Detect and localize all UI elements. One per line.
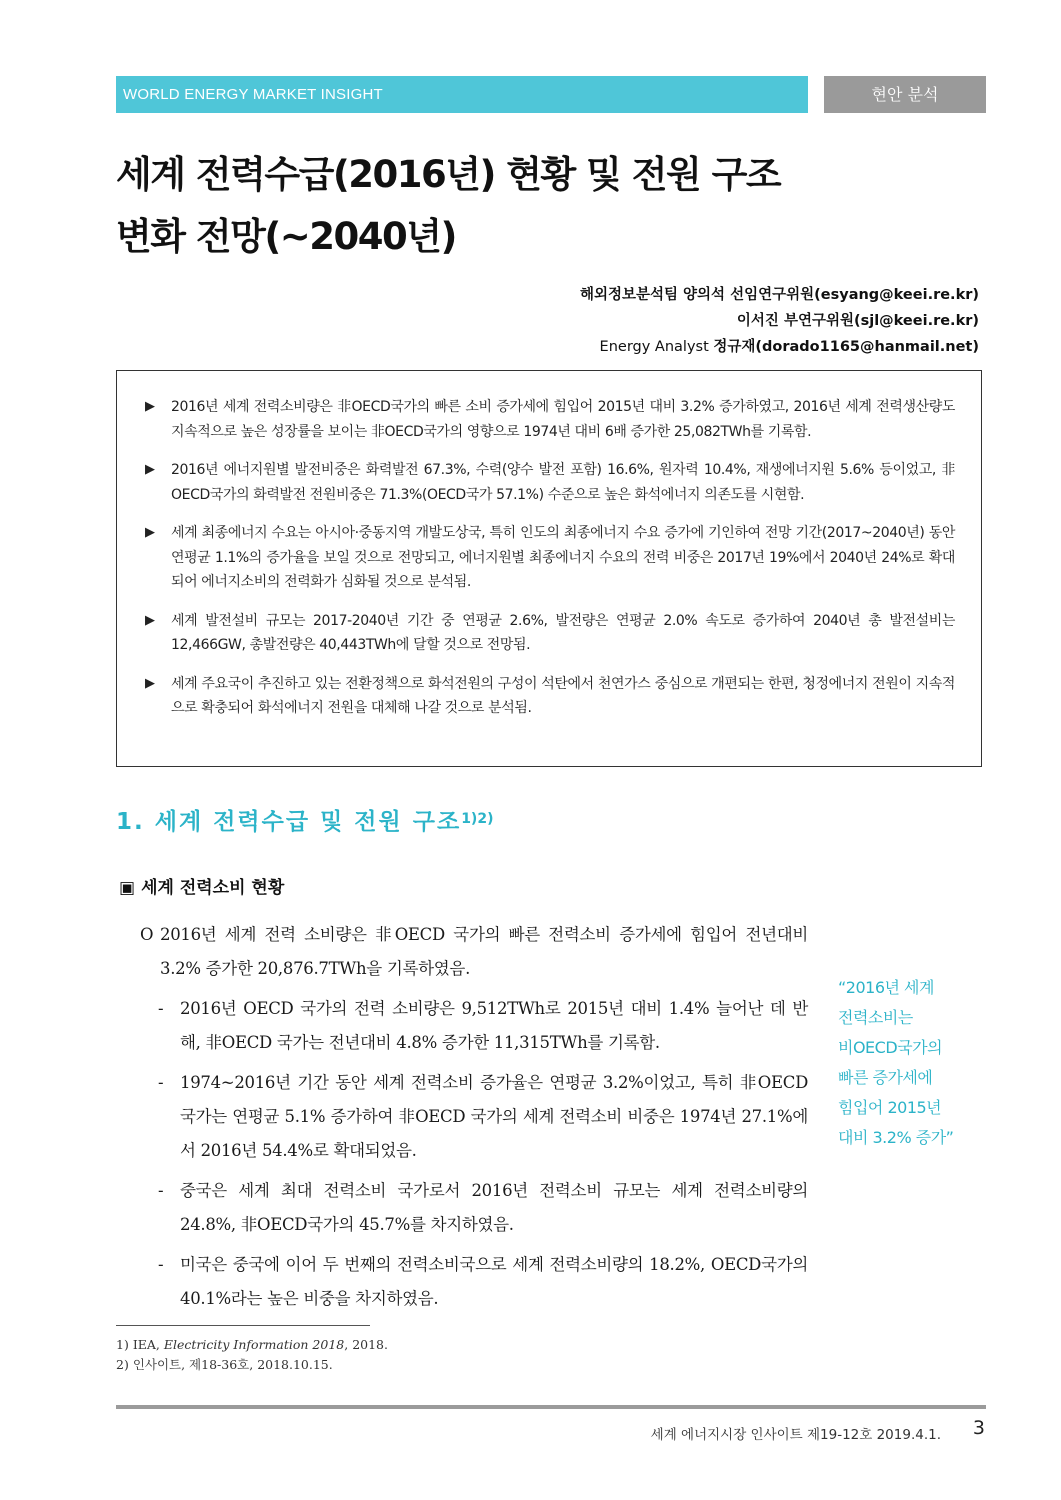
summary-item [145,521,955,595]
summary-item-text: 세계 주요국이 추진하고 있는 전환정책으로 화석전원의 구성이 석탄에서 천연가스 중심으로 개편되는 한편, 청정에너지 전원이 지속적으로 확충되어 화석에너지 전원을 대체해 나갈 것으로 분석됨. [171,675,955,716]
summary-item-text: 2016년 세계 전력소비량은 非OECD국가의 빠른 소비 증가세에 힘입어 2015년 대비 3.2% 증가하였고, 2016년 세계 전력생산량도 지속적으로 높은 성장률을 보이는 非OECD국가의 영향으로 1974년 대비 6배 증가한 25,082TWh를 기록함. [171,399,955,440]
dash-bullet-icon: - [158,999,164,1018]
arrow-right-icon: ▶ [145,399,155,414]
dash-item [140,1066,808,1168]
dash-item [140,1248,808,1316]
footnote-number: 1) [116,1337,133,1352]
section-heading-text: 1. 세계 전력수급 및 전원 구조 [116,809,462,835]
dash-item-text: 중국은 세계 최대 전력소비 국가로서 2016년 전력소비 규모는 세계 전력소비량의 24.8%, 非OECD국가의 45.7%를 차지하였음. [180,1181,808,1234]
pull-quote-line: 빠른 증가세에 [838,1068,933,1087]
summary-item-text: 세계 발전설비 규모는 2017-2040년 기간 중 연평균 2.6%, 발전량은 연평균 2.0% 속도로 증가하여 2040년 총 발전설비는 12,466GW, 총발전량은 40,443TWh에 달할 것으로 전망됨. [171,612,955,653]
pull-quote-line: 비OECD국가의 [838,1038,943,1057]
main-bullet-text: 2016년 세계 전력 소비량은 非OECD 국가의 빠른 전력소비 증가세에 힘입어 전년대비 3.2% 증가한 20,876.7TWh을 기록하였음. [160,925,808,978]
footnote-divider [116,1325,370,1326]
author-1: 해외정보분석팀 양의석 선임연구위원(esyang@keei.re.kr) [579,287,979,303]
summary-item [145,609,955,658]
arrow-right-icon: ▶ [145,525,155,540]
dash-bullet-icon: - [158,1255,164,1274]
footnote-number: 2) [116,1357,133,1372]
footer-divider [116,1405,986,1409]
page-number: 3 [972,1417,985,1439]
main-bullet [140,918,808,986]
pull-quote [838,973,978,1153]
circle-bullet-icon: O [140,925,154,944]
author-3-prefix: Energy Analyst [599,339,714,355]
pull-quote-line: 힘입어 2015년 [838,1098,942,1117]
dash-bullet-icon: - [158,1073,164,1092]
footnote-text: IEA, [132,1337,164,1352]
arrow-right-icon: ▶ [145,675,155,691]
dash-item [140,992,808,1060]
summary-box [116,370,982,767]
summary-item-text: 2016년 에너지원별 발전비중은 화력발전 67.3%, 수력(양수 발전 포함) 16.6%, 원자력 10.4%, 재생에너지원 5.6% 등이었고, 非OECD국가의 화력발전 전원비중은 71.3%(OECD국가 57.1%) 수준으로 높은 화석에너지 의존도를 시현함. [171,462,955,503]
author-3-name: 정규재(dorado1165@hanmail.net) [713,339,979,355]
title-line-2: 변화 전망(~2040년) [116,215,456,258]
dash-item-text: 미국은 중국에 이어 두 번째의 전력소비국으로 세계 전력소비량의 18.2%, OECD국가의 40.1%라는 높은 비중을 차지하였음. [180,1255,808,1308]
dash-item-text: 2016년 OECD 국가의 전력 소비량은 9,512TWh로 2015년 대비 1.4% 늘어난 데 반해, 非OECD 국가는 전년대비 4.8% 증가한 11,315TWh를 기록함. [180,999,808,1052]
summary-item [145,672,955,721]
square-bullet-icon: ▣ [119,878,136,898]
summary-item-text: 세계 최종에너지 수요는 아시아·중동지역 개발도상국, 특히 인도의 최종에너지 수요 증가에 기인하여 전망 기간(2017~2040년) 동안 연평균 1.1%의 증가율을 보일 것으로 전망되고, 에너지원별 최종에너지 수요의 전력 비중은 2017년 19%에서 2040년 24%로 확대되어 에너지소비의 전력화가 심화될 것으로 분석됨. [171,525,955,590]
header-series: WORLD ENERGY MARKET INSIGHT [123,86,383,103]
subsection-heading [119,873,284,898]
body-text [140,918,808,1316]
pull-quote-line: 전력소비는 [838,1008,913,1027]
header-series-bar [116,76,808,113]
pull-quote-line: 대비 3.2% 증가” [838,1128,954,1147]
footnote-text: 인사이트, 제18-36호, 2018.10.15. [132,1357,333,1372]
footnote-text-end: , 2018. [344,1337,388,1352]
footer-publication: 세계 에너지시장 인사이트 제19-12호 2019.4.1. [650,1427,941,1443]
section-heading [116,803,493,836]
footnote-2 [116,1355,388,1375]
header-category: 현안 분석 [871,85,939,104]
pull-quote-line: “2016년 세계 [838,978,934,997]
author-3 [580,334,979,360]
author-2: 이서진 부연구위원(sjl@keei.re.kr) [736,313,979,329]
arrow-right-icon: ▶ [145,612,155,628]
summary-item [145,458,955,507]
dash-bullet-icon: - [158,1181,164,1200]
subsection-heading-text: 세계 전력소비 현황 [141,878,285,898]
arrow-right-icon: ▶ [145,462,155,477]
dash-item-text: 1974~2016년 기간 동안 세계 전력소비 증가율은 연평균 3.2%이었고, 특히 非OECD 국가는 연평균 5.1% 증가하여 非OECD 국가의 세계 전력소비 비중은 1974년 27.1%에서 2016년 54.4%로 확대되었음. [180,1073,808,1160]
author-list [580,282,979,360]
footnote-1 [116,1335,388,1355]
footnote-ref[interactable]: 1)2) [461,811,494,827]
dash-item [140,1174,808,1242]
footnotes [116,1335,388,1375]
summary-item [145,395,955,444]
header-category-tag [824,76,986,113]
title-line-1: 세계 전력수급(2016년) 현황 및 전원 구조 [116,153,781,196]
footnote-title: Electricity Information 2018 [163,1337,345,1352]
page-title [116,144,976,268]
